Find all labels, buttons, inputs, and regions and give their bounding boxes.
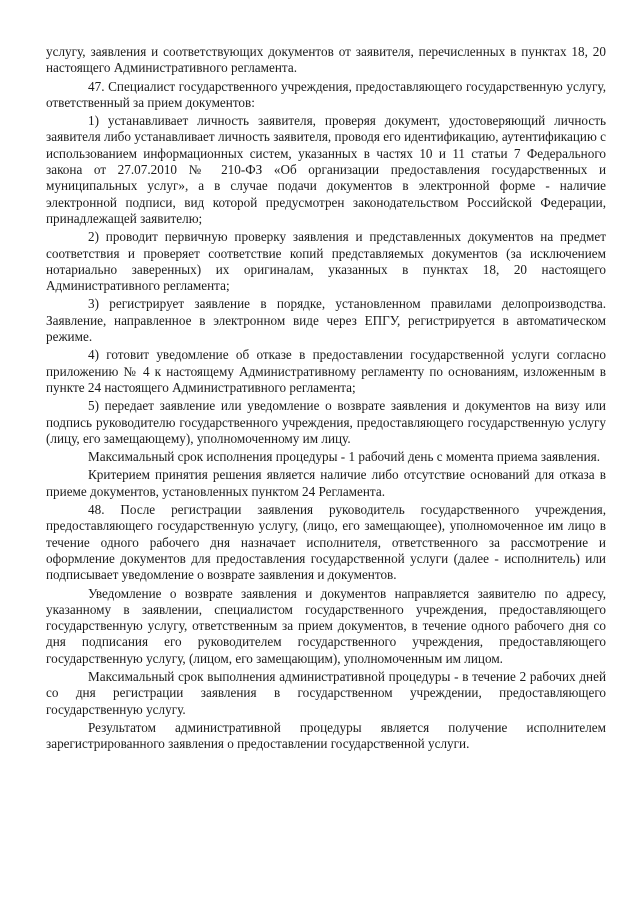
paragraph-47-item-3: 3) регистрирует заявление в порядке, установленном правилами делопроизводства. Заявление, направленное в электронном виде через ЕПГУ, регистрируется в автоматическом режиме. <box>46 296 606 345</box>
paragraph-result: Результатом административной процедуры является получение исполнителем зарегистрированного заявления о предоставлении государственной услуги. <box>46 719 606 752</box>
document-page <box>46 44 606 754</box>
paragraph-continuation: услугу, заявления и соответствующих документов от заявителя, перечисленных в пунктах 18, 20 настоящего Административного регламента. <box>46 44 606 76</box>
paragraph-decision-criterion: Критерием принятия решения является наличие либо отсутствие оснований для отказа в приеме документов, установленных пунктом 24 Регламента. <box>46 467 606 499</box>
paragraph-max-term-1: Максимальный срок исполнения процедуры - 1 рабочий день с момента приема заявления. <box>88 449 600 465</box>
paragraph-47-item-5: 5) передает заявление или уведомление о возврате заявления и документов на визу или подпись руководителю государственного учреждения, предоставляющего государственную услугу (лицу, его замещающему), уполномоченному им лицу. <box>46 398 606 446</box>
paragraph-47: 47. Специалист государственного учреждения, предоставляющего государственную услугу, ответственный за прием документов: <box>46 78 606 110</box>
paragraph-48: 48. После регистрации заявления руководитель государственного учреждения, предоставляющего государственную услугу, (лицо, его замещающее), уполномоченное им лицо в течение одного рабочего дня назначает исполнителя, ответственного за рассмотрение и оформление документов для предоставления государственной услуги (далее - исполнитель) или подписывает уведомление о возврате заявления и документов. <box>46 502 606 583</box>
paragraph-return-notice: Уведомление о возврате заявления и документов направляется заявителю по адресу, указанному в заявлении, специалистом государственного учреждения, предоставляющего государственную услугу, ответственным за прием документов, в течение одного рабочего дня со дня подписания его руководителем государственного учреждения, предоставляющего государственную услугу, (лицом, его замещающим), уполномоченным им лицом. <box>46 585 606 666</box>
paragraph-47-item-2: 2) проводит первичную проверку заявления и представленных документов на предмет соответствия и проверяет соответствие копий представляемых документов (за исключением нотариально заверенных) их оригиналам, указанных в пунктах 18, 20 настоящего Административного регламента; <box>46 229 606 294</box>
paragraph-47-item-1: 1) устанавливает личность заявителя, проверяя документ, удостоверяющий личность заявителя либо устанавливает личность заявителя, проводя его идентификацию, аутентификацию с использованием информационных систем, указанных в частях 10 и 11 статьи 7 Федерального закона от 27.07.2010 № 210-ФЗ «Об организации предоставления государственных и муниципальных услуг», а в случае подачи документов в электронной форме - наличие электронной подписи, вид которой предусмотрен законодательством Российской Федерации, принадлежащей заявителю; <box>46 113 606 226</box>
paragraph-max-term-2: Максимальный срок выполнения административной процедуры - в течение 2 рабочих дней со дня регистрации заявления в государственном учреждении, предоставляющего государственную услугу. <box>46 668 606 717</box>
paragraph-47-item-4: 4) готовит уведомление об отказе в предоставлении государственной услуги согласно приложению № 4 к настоящему Административному регламенту по основаниям, изложенным в пункте 24 настоящего Административного регламента; <box>46 347 606 395</box>
